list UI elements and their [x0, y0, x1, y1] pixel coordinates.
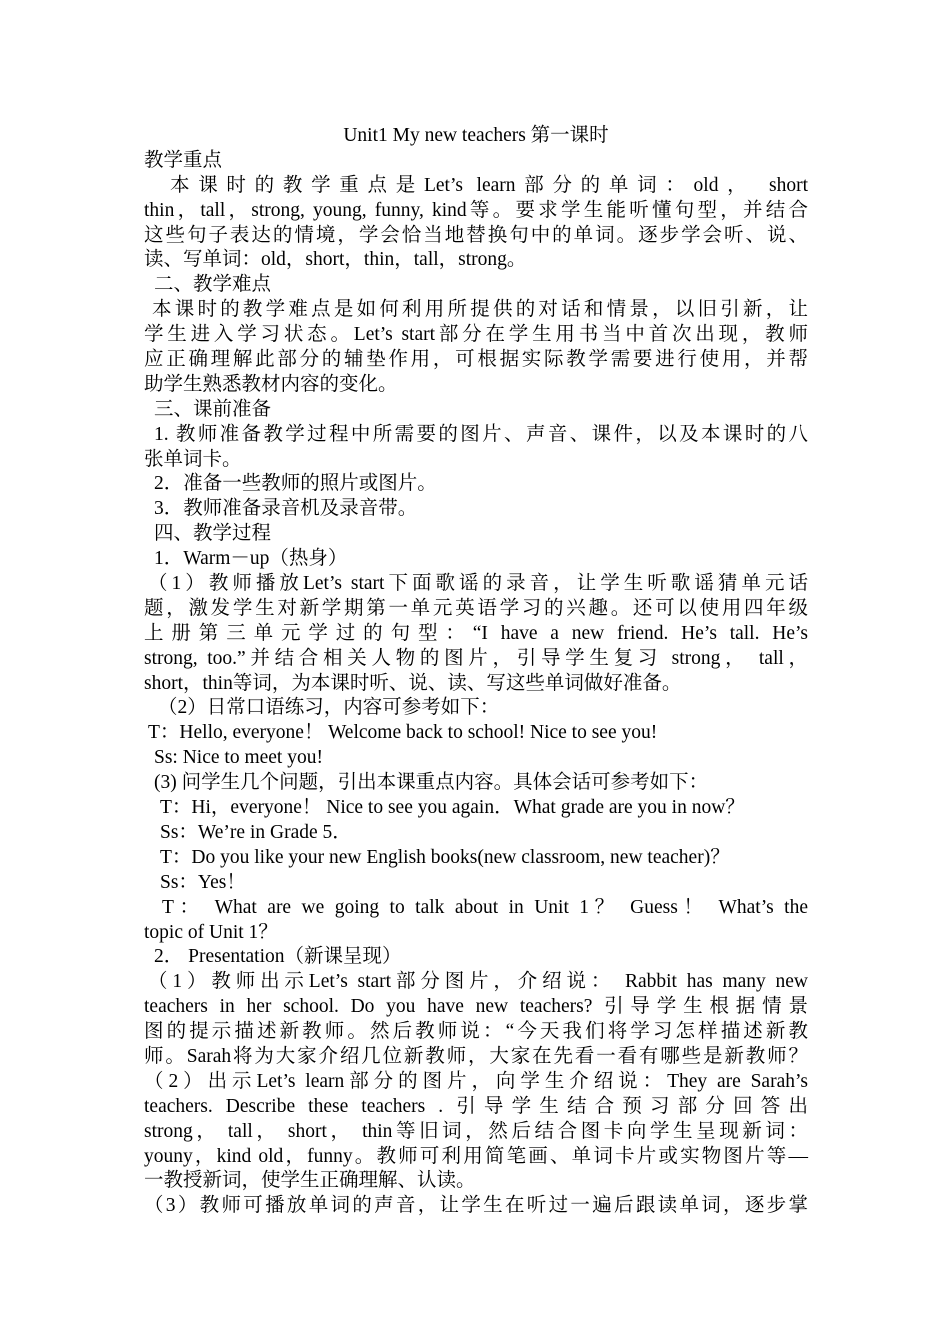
text-line: 教学重点 — [144, 149, 223, 171]
text-line: （2）日常口语练习，内容可参考如下： — [158, 697, 500, 719]
text-line: topic of Unit 1？ — [144, 921, 278, 943]
text-line: 二、教学难点 — [154, 274, 272, 296]
text-line: teachers in her school. Do you have new teachers? 引导学生根据情景 — [144, 996, 808, 1018]
text-line: short，thin等词，为本课时听、说、读、写这些单词做好准备。 — [144, 672, 682, 694]
text-line: 一教授新词，使学生正确理解、认读。 — [144, 1170, 476, 1192]
text-line: T： What are we going to talk about in Unit 1？ Guess！ What’s the — [162, 896, 808, 918]
text-line: Ss：We’re in Grade 5． — [160, 821, 352, 843]
text-line: 2．准备一些教师的照片或图片。 — [154, 473, 437, 495]
text-line: （3）教师可播放单词的声音，让学生在听过一遍后跟读单词，逐步掌 — [144, 1195, 808, 1217]
text-line: 学生进入学习状态。Let’s start部分在学生用书当中首次出现，教师 — [144, 324, 808, 346]
text-line: T：Hello, everyone！ Welcome back to school! Nice to see you! — [148, 722, 658, 744]
text-line: （1）教师出示Let’s start部分图片，介绍说： Rabbit has many new — [148, 971, 808, 993]
text-line: 助学生熟悉教材内容的变化。 — [144, 373, 398, 395]
text-line: teachers. Describe these teachers . 引导学生结合预习部分回答出 — [144, 1095, 808, 1117]
text-line: youny，kind old，funny。教师可利用简笔画、单词卡片或实物图片等— — [144, 1145, 808, 1167]
text-line: strong, too.”并结合相关人物的图片，引导学生复习 strong， tall， — [144, 647, 808, 669]
text-line: 四、教学过程 — [154, 523, 272, 545]
text-line: （2）出示Let’s learn部分的图片，向学生介绍说：They are Sarah’s — [144, 1070, 808, 1092]
document-body — [144, 149, 808, 1219]
text-line: 三、课前准备 — [154, 398, 272, 420]
text-line: 师。Sarah将为大家介绍几位新教师，大家在先看一看有哪些是新教师？ — [144, 1045, 808, 1067]
text-line: strong， tall， short， thin等旧词，然后结合图卡向学生呈现新词： — [144, 1120, 808, 1142]
text-line: T：Do you like your new English books(new classroom, new teacher)？ — [160, 846, 730, 868]
text-line: 3．教师准备录音机及录音带。 — [154, 498, 418, 520]
text-line: 张单词卡。 — [144, 448, 242, 470]
text-line: 这些句子表达的情境，学会恰当地替换句中的单词。逐步学会听、说、 — [144, 224, 808, 246]
text-line: (3) 问学生几个问题，引出本课重点内容。具体会话可参考如下： — [154, 772, 709, 794]
text-line: 应正确理解此部分的辅垫作用，可根据实际教学需要进行使用，并帮 — [144, 349, 808, 371]
document-page — [144, 124, 808, 1219]
text-line: 1．Warm－up（热身） — [154, 548, 348, 570]
text-line: T：Hi，everyone！ Nice to see you again．What grade are you in now？ — [160, 797, 745, 819]
document-title: Unit1 My new teachers 第一课时 — [343, 125, 609, 146]
text-line: 2． Presentation（新课呈现） — [154, 946, 402, 968]
text-line: 本课时的教学难点是如何利用所提供的对话和情景，以旧引新，让 — [152, 299, 808, 321]
text-line: Ss：Yes！ — [160, 871, 246, 893]
text-line: 图的提示描述新教师。然后教师说：“今天我们将学习怎样描述新教 — [144, 1021, 808, 1043]
text-line: thin，tall，strong, young, funny, kind等。要求学生能听懂句型，并结合 — [144, 199, 808, 221]
text-line: Ss: Nice to meet you! — [154, 747, 323, 769]
text-line: 1. 教师准备教学过程中所需要的图片、声音、课件，以及本课时的八 — [154, 423, 808, 445]
text-line: （1）教师播放Let’s start下面歌谣的录音，让学生听歌谣猜单元话 — [148, 573, 808, 595]
text-line: 读、写单词：old，short，thin，tall，strong。 — [144, 249, 527, 271]
text-line: 本课时的教学重点是Let’s learn部分的单词：old， short — [170, 174, 808, 196]
text-line: 上册第三单元学过的句型：“I have a new friend. He’s tall. He’s — [144, 622, 808, 644]
text-line: 题，激发学生对新学期第一单元英语学习的兴趣。还可以使用四年级 — [144, 597, 808, 619]
